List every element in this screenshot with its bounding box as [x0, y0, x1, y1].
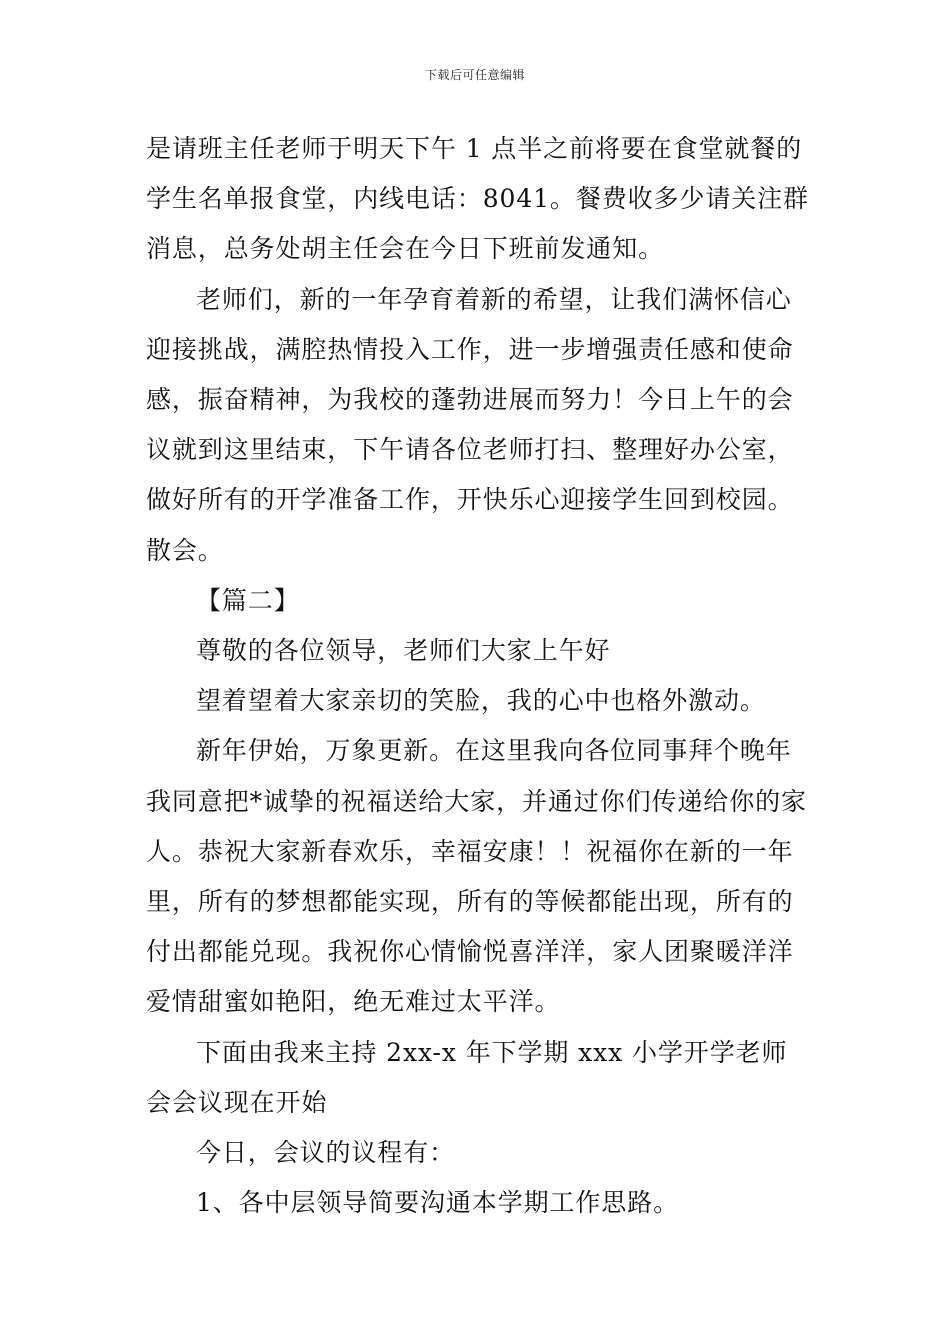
document-body — [146, 124, 810, 1228]
paragraph: 今日，会议的议程有： — [196, 1138, 456, 1168]
paragraph: 老师们，新的一年孕育着新的希望，让我们满怀信心迎接挑战，满腔热情投入工作，进一步增强责任感和使命感，振奋精神，为我校的蓬勃进展而努力！今日上午的会议就到这里结束，下午请各位老师打扫、整理好办公室，做好所有的开学准备工作，开快乐心迎接学生回到校园。散会。 — [146, 284, 794, 565]
paragraph: 新年伊始，万象更新。在这里我向各位同事拜个晚年我同意把*诚挚的祝福送给大家，并通过你们传递给你的家人。恭祝大家新春欢乐，幸福安康！！祝福你在新的一年里，所有的梦想都能实现，所有的等候都能出现，所有的付出都能兑现。我祝你心情愉悦喜洋洋，家人团聚暖洋洋爱情甜蜜如艳阳，绝无难过太平洋。 — [146, 736, 807, 1017]
paragraph: 望着望着大家亲切的笑脸，我的心中也格外激动。 — [196, 686, 766, 716]
list-item: 1、各中层领导简要沟通本学期工作思路。 — [196, 1188, 680, 1218]
paragraph: 下面由我来主持 2xx-x 年下学期 xxx 小学开学老师会会议现在开始 — [146, 1037, 788, 1117]
paragraph: 是请班主任老师于明天下午 1 点半之前将要在食堂就餐的学生名单报食堂，内线电话：8041。餐费收多少请关注群消息，总务处胡主任会在今日下班前发通知。 — [146, 134, 809, 264]
page-header: 下载后可任意编辑 — [424, 68, 525, 82]
section-heading: 【篇二】 — [196, 585, 300, 615]
paragraph: 尊敬的各位领导，老师们大家上午好 — [196, 636, 611, 666]
